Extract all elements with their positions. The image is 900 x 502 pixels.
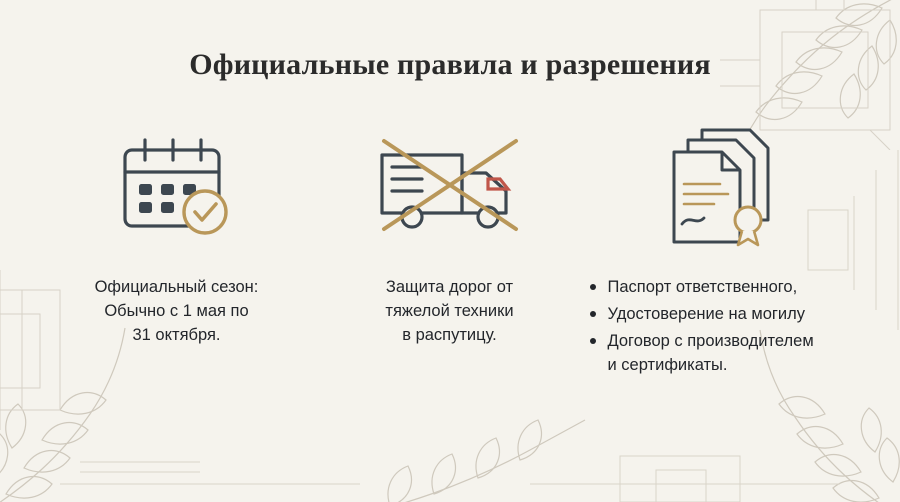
no-truck-icon <box>370 129 530 247</box>
icon-container <box>658 118 788 258</box>
documents-bullet-list <box>588 276 858 381</box>
content-columns <box>40 118 860 397</box>
icon-container <box>113 118 241 258</box>
column-caption <box>385 276 513 348</box>
caption-line: в распутицу. <box>402 325 497 344</box>
column-caption <box>95 276 259 348</box>
leaf-branch-bottom-center-icon <box>330 410 590 502</box>
list-item-label-continued: и сертификаты. <box>607 355 728 374</box>
list-item-label: Удостоверение на могилу <box>607 304 806 323</box>
caption-line: тяжелой техники <box>385 301 514 320</box>
list-item <box>588 303 858 327</box>
page-title: Официальные правила и разрешения <box>189 48 711 82</box>
icon-container <box>370 118 530 258</box>
caption-line: 31 октября. <box>132 325 221 344</box>
documents-certificate-icon <box>658 124 788 252</box>
column-documents <box>586 118 859 397</box>
column-season <box>40 118 313 348</box>
list-item <box>588 276 858 300</box>
calendar-check-icon <box>113 132 241 244</box>
list-item-label: Паспорт ответственного, <box>607 278 798 296</box>
bullet-dot-icon <box>590 338 596 344</box>
bullet-dot-icon <box>590 311 596 317</box>
caption-line: Обычно с 1 мая по <box>104 301 249 320</box>
list-item <box>588 330 858 378</box>
blueprint-lines-bottom <box>60 442 840 502</box>
caption-line: Официальный сезон: <box>94 278 259 296</box>
bullet-dot-icon <box>590 284 596 290</box>
caption-line: Защита дорог от <box>385 278 514 296</box>
list-item-label: Договор с производителем <box>607 331 814 350</box>
column-road-protection <box>313 118 586 348</box>
